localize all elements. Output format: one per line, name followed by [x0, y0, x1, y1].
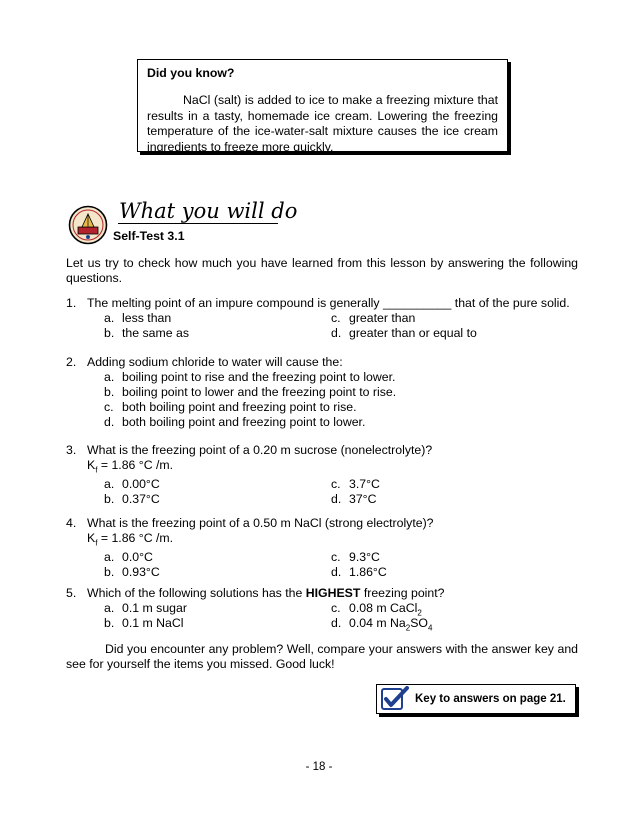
option-row: [66, 477, 586, 492]
option-text: less than: [122, 311, 172, 325]
option-letter: b.: [104, 385, 115, 399]
option-letter: c.: [331, 550, 341, 565]
question-text: What is the freezing point of a 0.20 m sucrose (nonelectrolyte)?: [87, 443, 433, 457]
question-1: [66, 296, 586, 341]
question-text: The melting point of an impure compound is generally __________ that of the pure solid.: [87, 296, 570, 310]
question-text: Adding sodium chloride to water will cause the:: [87, 355, 343, 369]
question-stem: [66, 516, 586, 531]
option-text: 1.86°C: [349, 565, 387, 580]
option-letter: d.: [331, 492, 342, 507]
formula-subscript: 4: [427, 623, 433, 633]
option-row: [66, 492, 586, 507]
option-d: [66, 415, 586, 430]
question-stem: [66, 586, 586, 601]
lesson-emblem-icon: [68, 205, 108, 245]
option-text: 0.08 m CaCl: [349, 601, 418, 615]
option-text: 9.3°C: [349, 550, 380, 565]
option-text: 37°C: [349, 492, 377, 507]
checkmark-icon: [381, 686, 409, 712]
question-number: 1.: [66, 296, 77, 310]
question-stem: [66, 443, 586, 458]
option-a: [104, 601, 187, 616]
option-b: [104, 616, 184, 631]
option-letter: a.: [104, 477, 115, 492]
question-number: 4.: [66, 516, 77, 530]
did-you-know-title: Did you know?: [147, 66, 235, 80]
option-text: 3.7°C: [349, 477, 380, 492]
question-3: [66, 443, 586, 507]
kf-constant: [66, 458, 586, 477]
option-text: 0.00°C: [122, 477, 160, 492]
option-letter: a.: [104, 550, 115, 565]
option-c: [331, 550, 380, 565]
option-letter: b.: [104, 565, 115, 580]
option-text: the same as: [122, 326, 189, 340]
did-you-know-body: NaCl (salt) is added to ice to make a freezing mixture that results in a tasty, homemade ice cream. Lowering the freezing temperature of the ice-water-salt mixture causes the ice cream ingredients to freeze more quickly.: [147, 93, 498, 154]
option-letter: d.: [331, 565, 342, 580]
option-a: [104, 550, 153, 565]
option-letter: b.: [104, 492, 115, 507]
kf-value: = 1.86 °C /m.: [97, 531, 174, 545]
option-b: [104, 492, 160, 507]
option-b: [66, 385, 586, 400]
question-text-end: freezing point?: [360, 586, 445, 600]
option-letter: b.: [104, 616, 115, 630]
option-text: boiling point to rise and the freezing point to lower.: [122, 370, 396, 384]
option-row: [66, 550, 586, 565]
option-d: [331, 616, 432, 635]
kf-value: = 1.86 °C /m.: [97, 458, 174, 472]
option-letter: d.: [331, 326, 342, 340]
option-row: [66, 601, 586, 616]
option-text: greater than: [349, 311, 416, 325]
option-row: [66, 565, 586, 580]
did-you-know-box: [137, 59, 508, 152]
question-2: [66, 355, 586, 430]
option-letter: a.: [104, 370, 115, 384]
option-letter: c.: [331, 601, 341, 615]
option-c: [331, 477, 380, 492]
answer-key-box: [376, 684, 576, 714]
option-letter: c.: [104, 400, 114, 414]
kf-constant: [66, 531, 586, 550]
option-row: [66, 616, 586, 631]
kf-subscript: f: [95, 465, 98, 475]
option-text: 0.1 m NaCl: [122, 616, 184, 630]
option-letter: b.: [104, 326, 115, 340]
option-letter: a.: [104, 601, 115, 615]
option-row: [66, 326, 586, 341]
option-b: [104, 326, 189, 341]
option-a: [104, 477, 160, 492]
question-text: Which of the following solutions has the: [87, 586, 306, 600]
option-text: greater than or equal to: [349, 326, 477, 340]
section-heading: What you will do: [119, 199, 298, 223]
option-text: 0.0°C: [122, 550, 153, 565]
question-number: 5.: [66, 586, 77, 600]
option-c: [331, 311, 415, 326]
heading-underline: [118, 223, 278, 224]
answer-key-text: Key to answers on page 21.: [415, 693, 566, 705]
option-text: 0.37°C: [122, 492, 160, 507]
option-c: [66, 400, 586, 415]
closing-text: Did you encounter any problem? Well, compare your answers with the answer key and see for yourself the items you missed. Good luck!: [66, 642, 578, 671]
question-text: What is the freezing point of a 0.50 m NaCl (strong electrolyte)?: [87, 516, 434, 530]
option-text: both boiling point and freezing point to lower.: [122, 415, 366, 429]
option-letter: d.: [104, 415, 115, 429]
option-a: [104, 311, 171, 326]
question-stem: [66, 355, 586, 370]
question-stem: [66, 296, 586, 311]
intro-paragraph: Let us try to check how much you have learned from this lesson by answering the following questions.: [66, 256, 578, 285]
option-d: [331, 492, 376, 507]
option-b: [104, 565, 160, 580]
question-number: 2.: [66, 355, 77, 369]
kf-symbol: K: [87, 531, 96, 545]
option-text: both boiling point and freezing point to rise.: [122, 400, 357, 414]
kf-symbol: K: [87, 458, 96, 472]
kf-subscript: f: [95, 538, 98, 548]
option-letter: d.: [331, 616, 342, 630]
option-d: [331, 565, 387, 580]
question-number: 3.: [66, 443, 77, 457]
option-letter: c.: [331, 477, 341, 492]
question-5: [66, 586, 586, 631]
option-d: [331, 326, 477, 341]
option-letter: c.: [331, 311, 341, 325]
question-emphasis: HIGHEST: [305, 586, 361, 600]
option-text: 0.1 m sugar: [122, 601, 187, 615]
question-4: [66, 516, 586, 580]
option-text: 0.93°C: [122, 565, 160, 580]
closing-paragraph: [66, 642, 578, 672]
self-test-label: Self-Test 3.1: [113, 229, 185, 243]
option-row: [66, 311, 586, 326]
option-letter: a.: [104, 311, 115, 325]
page-number: - 18 -: [305, 761, 333, 773]
option-text: 0.04 m Na: [349, 616, 406, 630]
option-text-end: SO: [410, 616, 428, 630]
option-text: boiling point to lower and the freezing point to rise.: [122, 385, 397, 399]
formula-subscript: 2: [405, 623, 411, 633]
option-a: [66, 370, 586, 385]
formula-subscript: 2: [417, 608, 422, 618]
